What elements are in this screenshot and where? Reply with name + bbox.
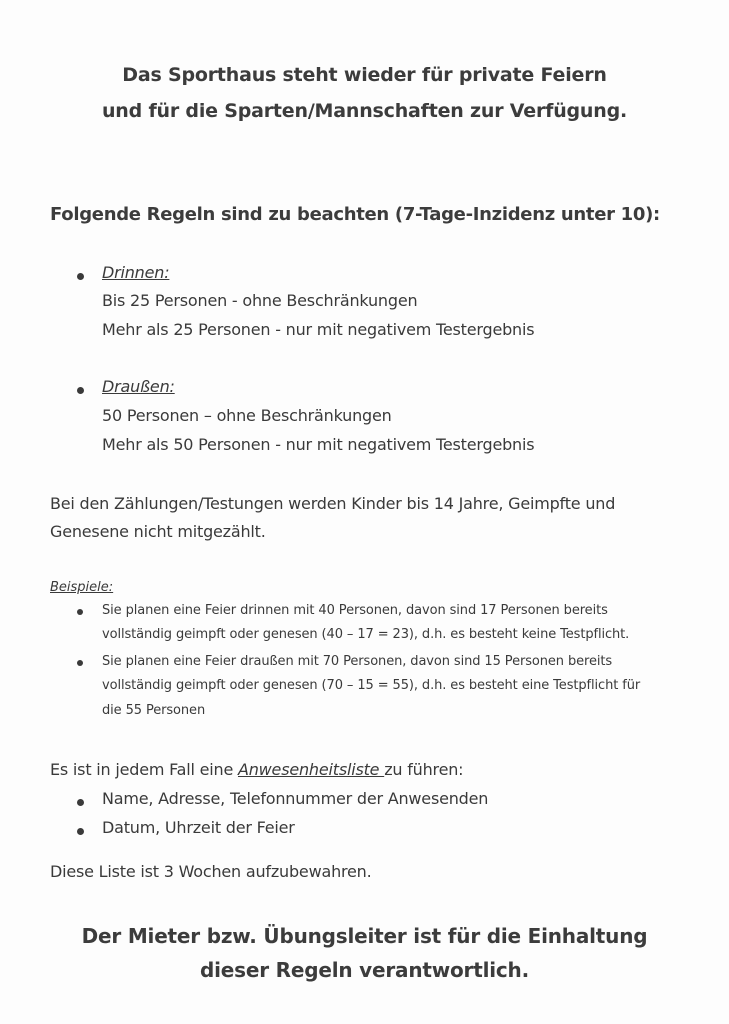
bullet-icon bbox=[77, 799, 84, 806]
examples-label: Beispiele: bbox=[50, 580, 114, 595]
attendance-intro-before: Es ist in jedem Fall eine bbox=[50, 760, 238, 779]
title-line-2: und für die Sparten/Mannschaften zur Verfügung. bbox=[101, 100, 627, 122]
outdoor-label: Draußen: bbox=[102, 377, 175, 396]
attendance-list-term: Anwesenheitsliste bbox=[237, 760, 385, 779]
example-1-line-2: vollständig geimpft oder genesen (40 – 17 = 23), d.h. es besteht keine Testpflicht. bbox=[102, 627, 630, 642]
indoor-rule-1: Bis 25 Personen - ohne Beschränkungen bbox=[102, 291, 418, 310]
outdoor-rule-2: Mehr als 50 Personen - nur mit negativem Testergebnis bbox=[102, 435, 535, 454]
bullet-icon bbox=[77, 660, 83, 666]
attendance-item-2: Datum, Uhrzeit der Feier bbox=[102, 818, 295, 837]
rules-heading: Folgende Regeln sind zu beachten (7-Tage-Inzidenz unter 10): bbox=[50, 204, 660, 225]
indoor-label: Drinnen: bbox=[102, 263, 170, 282]
counting-line-2: Genesene nicht mitgezählt. bbox=[50, 522, 266, 541]
retention-note: Diese Liste ist 3 Wochen aufzubewahren. bbox=[50, 862, 372, 881]
counting-line-1: Bei den Zählungen/Testungen werden Kinder bis 14 Jahre, Geimpfte und bbox=[50, 494, 616, 513]
bullet-icon bbox=[77, 387, 84, 394]
attendance-intro bbox=[50, 760, 463, 779]
example-2-line-1: Sie planen eine Feier draußen mit 70 Personen, davon sind 15 Personen bereits bbox=[102, 654, 613, 669]
example-2-line-2: vollständig geimpft oder genesen (70 – 15 = 55), d.h. es besteht eine Testpflicht für bbox=[102, 678, 641, 693]
title-line-1: Das Sporthaus steht wieder für private Feiern bbox=[122, 64, 607, 86]
bullet-icon bbox=[77, 828, 84, 835]
attendance-item-1: Name, Adresse, Telefonnummer der Anwesenden bbox=[102, 789, 489, 808]
example-1-line-1: Sie planen eine Feier drinnen mit 40 Personen, davon sind 17 Personen bereits bbox=[102, 603, 608, 618]
bullet-icon bbox=[77, 273, 84, 280]
example-2-line-3: die 55 Personen bbox=[102, 703, 206, 718]
closing-line-1: Der Mieter bzw. Übungsleiter ist für die Einhaltung bbox=[81, 924, 648, 948]
indoor-rule-2: Mehr als 25 Personen - nur mit negativem Testergebnis bbox=[102, 320, 535, 339]
outdoor-rule-1: 50 Personen – ohne Beschränkungen bbox=[102, 406, 392, 425]
bullet-icon bbox=[77, 609, 83, 615]
attendance-intro-after: zu führen: bbox=[384, 760, 464, 779]
closing-line-2: dieser Regeln verantwortlich. bbox=[200, 958, 529, 982]
